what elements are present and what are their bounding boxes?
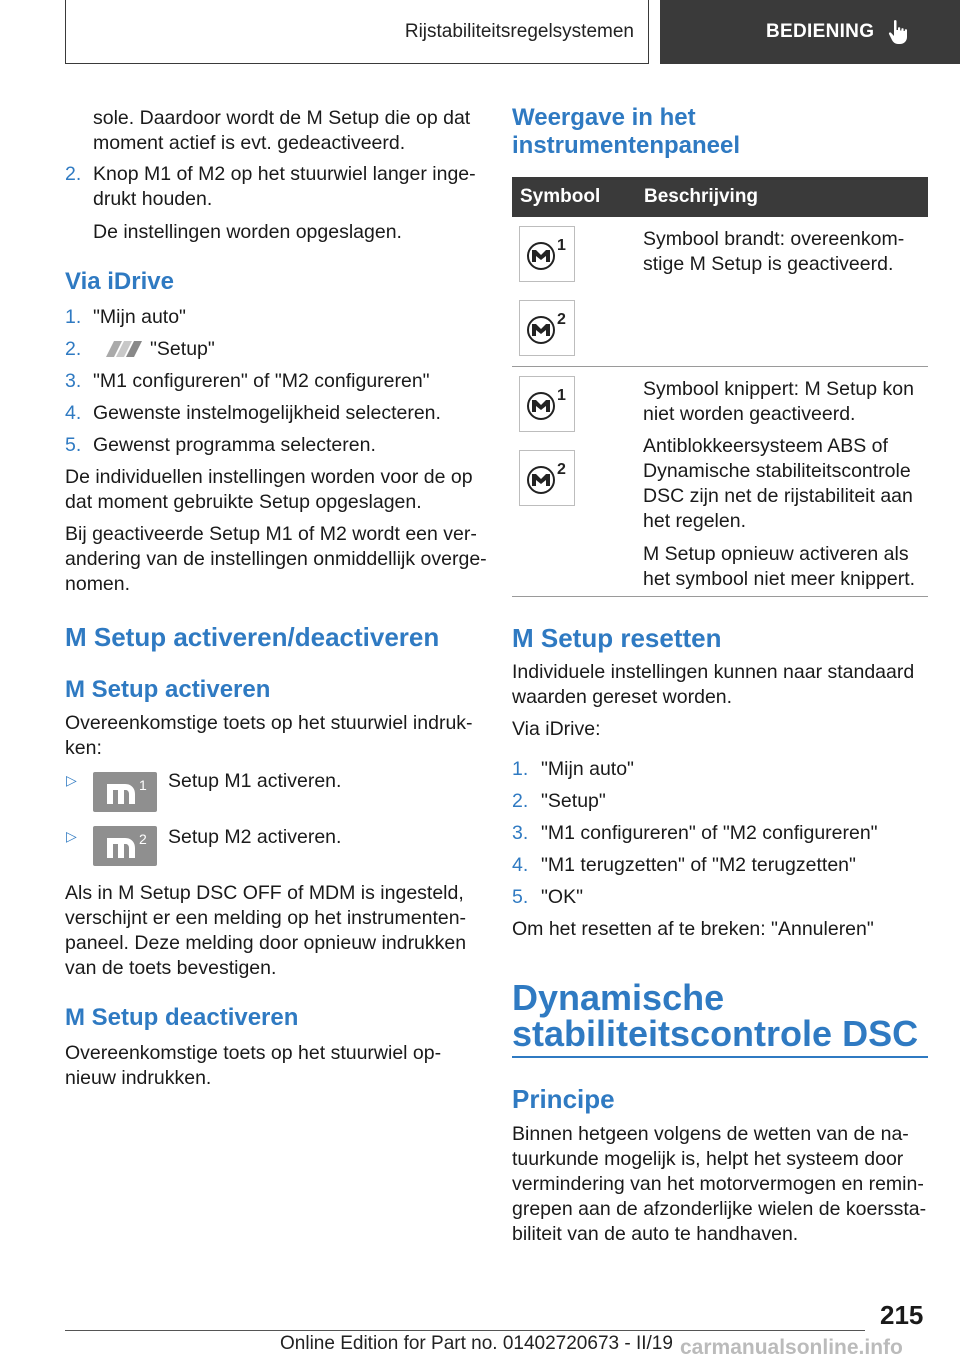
table-header: [512, 177, 928, 217]
subheading-display: Weergave in het: [512, 104, 696, 131]
step-text: Knop M1 of M2 op het stuurwiel langer inge-: [93, 163, 476, 185]
step-number: 2.: [65, 163, 82, 185]
svg-text:1: 1: [557, 387, 566, 404]
step-text: "M1 configureren" of "M2 configureren": [541, 822, 878, 844]
step-number: 5.: [65, 434, 82, 456]
heading-reset: M Setup resetten: [512, 623, 722, 653]
paragraph: Als in M Setup DSC OFF of MDM is ingesteld,: [65, 882, 464, 904]
step-text: "Setup": [541, 790, 606, 812]
bullet-text: Setup M2 activeren.: [168, 826, 342, 848]
step-number: 4.: [65, 402, 82, 424]
paragraph: Overeenkomstige toets op het stuurwiel indruk-: [65, 712, 473, 734]
page-number: 215: [880, 1300, 924, 1330]
paragraph: De individuellen instellingen worden voor de op: [65, 466, 473, 488]
watermark: carmanualsonline.info: [680, 1336, 903, 1359]
m2-symbol-icon: [519, 450, 575, 506]
table-row-divider: [512, 366, 928, 367]
svg-text:1: 1: [557, 237, 566, 254]
step-text: "M1 configureren" of "M2 configureren": [93, 370, 430, 392]
svg-text:1: 1: [139, 777, 147, 793]
svg-text:2: 2: [557, 461, 566, 478]
step-text: "M1 terugzetten" of "M2 terugzetten": [541, 854, 856, 876]
bullet-triangle-icon: ▷: [66, 772, 77, 788]
header-chapter-title: BEDIENING: [766, 21, 875, 42]
paragraph: ken:: [65, 737, 102, 759]
subheading-via-idrive: Via iDrive: [65, 268, 174, 295]
table-cell: stige M Setup is geactiveerd.: [643, 253, 894, 275]
step-number: 2.: [65, 338, 82, 360]
svg-text:2: 2: [557, 311, 566, 328]
heading-underline: [512, 1056, 928, 1058]
header-section-title: Rijstabiliteitsregelsystemen: [404, 20, 634, 42]
table-cell: Symbool knippert: M Setup kon: [643, 378, 914, 400]
subheading-deactivate: M Setup deactiveren: [65, 1004, 299, 1031]
step-number: 4.: [512, 854, 529, 876]
table-bottom-divider: [512, 596, 928, 597]
table-cell: M Setup opnieuw activeren als: [643, 543, 909, 565]
header-section-tab: [65, 0, 649, 64]
step-number: 2.: [512, 790, 529, 812]
step-text: Gewenst programma selecteren.: [93, 434, 376, 456]
table-cell: Symbool brandt: overeenkom-: [643, 228, 905, 250]
intro-line-1: sole. Daardoor wordt de M Setup die op dat: [93, 107, 471, 129]
step-number: 1.: [65, 306, 82, 328]
bullet-text: Setup M1 activeren.: [168, 770, 342, 792]
paragraph: nomen.: [65, 573, 131, 595]
paragraph: van de toets bevestigen.: [65, 957, 277, 979]
paragraph: Individuele instellingen kunnen naar standaard: [512, 661, 915, 683]
step-number: 3.: [512, 822, 529, 844]
paragraph: verschijnt er een melding op het instrumenten-: [65, 907, 467, 929]
table-cell: Antiblokkeersysteem ABS of: [643, 435, 888, 457]
heading-dsc: Dynamische: [512, 977, 725, 1018]
step-number: 1.: [512, 758, 529, 780]
m1-symbol-icon: [519, 226, 575, 282]
table-cell: DSC zijn net de rijstabiliteit aan: [643, 485, 913, 507]
step-result: De instellingen worden opgeslagen.: [93, 221, 402, 243]
step-text: "Mijn auto": [93, 306, 186, 328]
table-cell: het symbool niet meer knippert.: [643, 568, 916, 590]
footer-divider: [65, 1330, 865, 1331]
subheading-principle: Principe: [512, 1084, 615, 1114]
m2-symbol-icon: [519, 300, 575, 356]
m2-button-icon: [93, 826, 157, 866]
table-cell: het regelen.: [643, 510, 746, 532]
svg-text:2: 2: [139, 831, 147, 847]
paragraph: waarden gereset worden.: [512, 686, 733, 708]
m1-button-icon: [93, 772, 157, 812]
subheading-display: instrumentenpaneel: [512, 132, 741, 159]
table-col-description: Beschrijving: [644, 186, 759, 207]
paragraph: Binnen hetgeen volgens de wetten van de na-: [512, 1123, 909, 1145]
intro-line-2: moment actief is evt. gedeactiveerd.: [93, 132, 406, 154]
paragraph: vermindering van het motorvermogen en remin-: [512, 1173, 924, 1195]
subheading-activate: M Setup activeren: [65, 676, 271, 703]
heading-dsc: stabiliteitscontrole DSC: [512, 1013, 919, 1054]
step-text: drukt houden.: [93, 188, 213, 210]
step-text: "OK": [541, 886, 584, 908]
paragraph: Om het resetten af te breken: "Annuleren": [512, 918, 874, 940]
header-chapter-tab: [660, 0, 960, 64]
table-col-symbol: Symbool: [520, 186, 601, 207]
paragraph: Via iDrive:: [512, 718, 601, 740]
footer-edition: Online Edition for Part no. 01402720673 - II/19: [280, 1333, 673, 1354]
paragraph: dat moment gebruikte Setup opgeslagen.: [65, 491, 422, 513]
paragraph: Bij geactiveerde Setup M1 of M2 wordt een ver-: [65, 523, 477, 545]
paragraph: paneel. Deze melding door opnieuw indrukken: [65, 932, 467, 954]
paragraph: nieuw indrukken.: [65, 1067, 212, 1089]
heading-activate-deactivate: M Setup activeren/deactiveren: [65, 622, 440, 652]
m1-symbol-icon: [519, 376, 575, 432]
paragraph: grepen aan de afzonderlijke wielen de koerssta-: [512, 1198, 927, 1220]
paragraph: Overeenkomstige toets op het stuurwiel op-: [65, 1042, 442, 1064]
m-stripes-icon: [100, 339, 146, 359]
step-text: Gewenste instelmogelijkheid selecteren.: [93, 402, 441, 424]
step-text: "Setup": [150, 338, 215, 360]
paragraph: biliteit van de auto te handhaven.: [512, 1223, 799, 1245]
step-number: 3.: [65, 370, 82, 392]
step-text: "Mijn auto": [541, 758, 634, 780]
hand-pointer-icon: [888, 19, 910, 45]
table-cell: Dynamische stabiliteitscontrole: [643, 460, 911, 482]
paragraph: andering van de instellingen onmiddellijk overge-: [65, 548, 487, 570]
table-cell: niet worden geactiveerd.: [643, 403, 856, 425]
bullet-triangle-icon: ▷: [66, 828, 77, 844]
paragraph: tuurkunde mogelijk is, helpt het systeem door: [512, 1148, 904, 1170]
step-number: 5.: [512, 886, 529, 908]
